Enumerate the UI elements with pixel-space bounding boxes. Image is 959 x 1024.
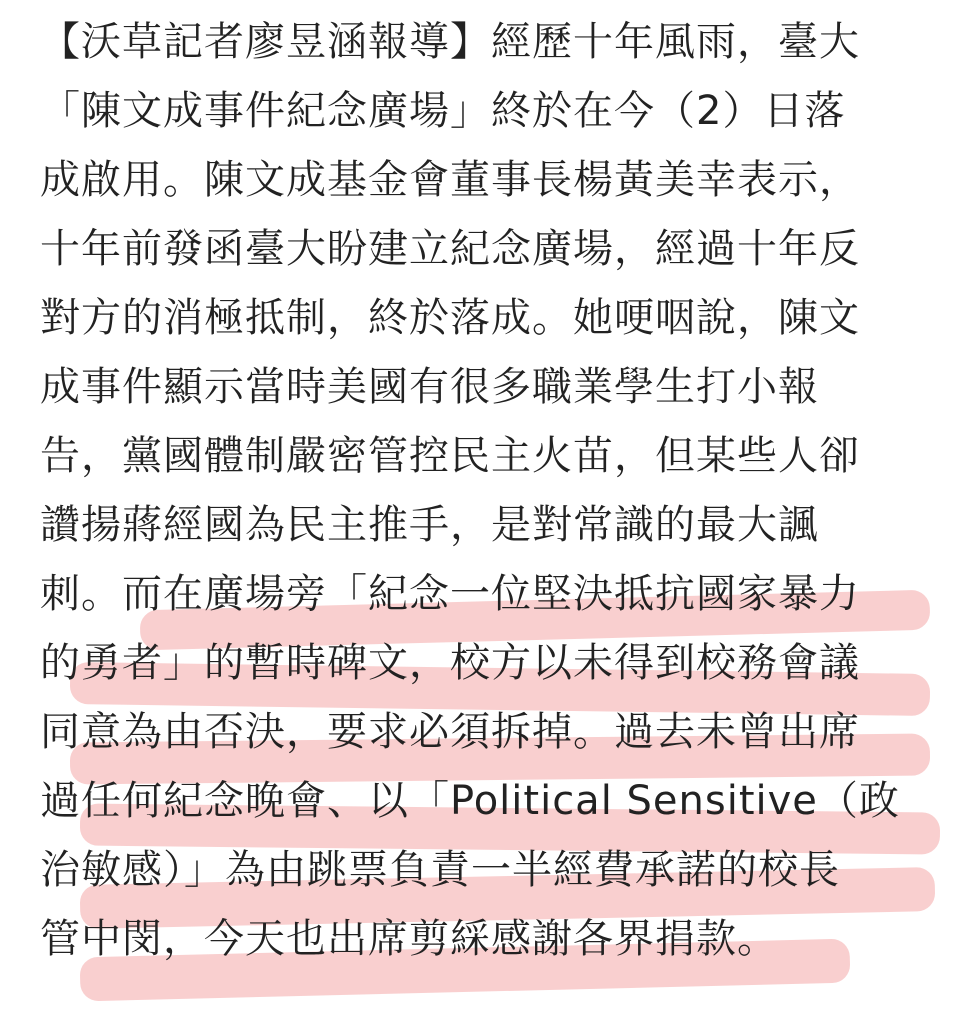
article-line: 刺。而在廣場旁「紀念一位堅決抵抗國家暴力 bbox=[40, 571, 860, 617]
article-line: 告，黨國體制嚴密管控民主火苗，但某些人卻 bbox=[40, 433, 860, 479]
article-line: 成啟用。陳文成基金會董事長楊黃美幸表示， bbox=[40, 157, 860, 203]
article-line: 【沃草記者廖昱涵報導】經歷十年風雨，臺大 bbox=[40, 19, 860, 65]
article-line: 同意為由否決，要求必須拆掉。過去未曾出席 bbox=[40, 709, 860, 755]
article-line: 的勇者」的暫時碑文，校方以未得到校務會議 bbox=[40, 640, 860, 686]
article-line: 過任何紀念晚會、以「Political Sensitive（政 bbox=[40, 778, 900, 824]
article-line: 管中閔，今天也出席剪綵感謝各界捐款。 bbox=[40, 916, 778, 962]
article-line: 治敏感）」為由跳票負責一半經費承諾的校長 bbox=[40, 847, 840, 893]
article-line: 「陳文成事件紀念廣場」終於在今（2）日落 bbox=[40, 88, 846, 134]
article-line: 讚揚蔣經國為民主推手，是對常識的最大諷 bbox=[40, 502, 819, 548]
article-line: 十年前發函臺大盼建立紀念廣場，經過十年反 bbox=[40, 226, 860, 272]
article-line: 成事件顯示當時美國有很多職業學生打小報 bbox=[40, 364, 819, 410]
article-line: 對方的消極抵制，終於落成。她哽咽說，陳文 bbox=[40, 295, 860, 341]
